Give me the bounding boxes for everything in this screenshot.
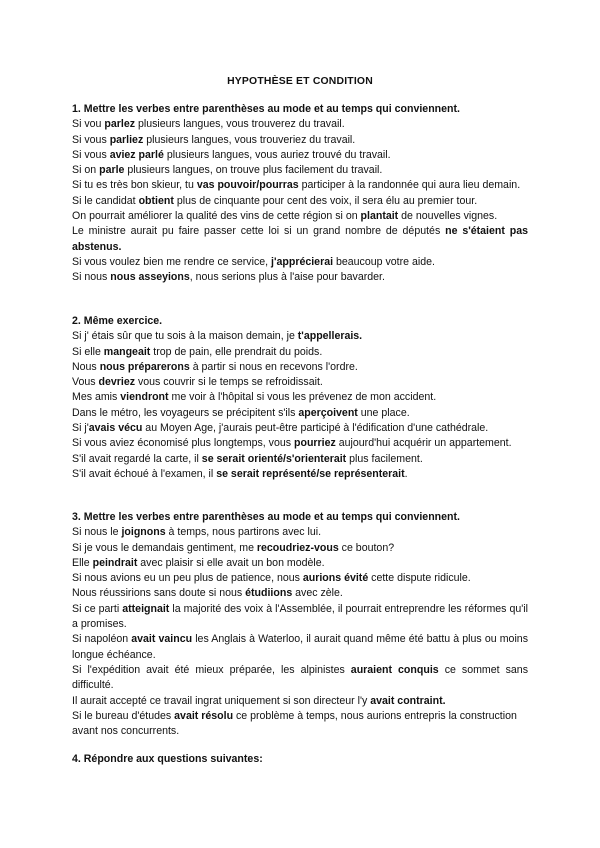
sentence-line bbox=[72, 602, 528, 633]
sentence-text: Si vous aviez économisé plus longtemps, vous bbox=[72, 437, 294, 450]
section-lines bbox=[72, 329, 528, 482]
sentence-text: Si nous le bbox=[72, 526, 122, 539]
sentence-line bbox=[72, 556, 528, 571]
sentence-text: Si vous bbox=[72, 148, 110, 161]
sentence-line bbox=[72, 541, 528, 556]
sentence-text: participer à la randonnée qui aura lieu demain. bbox=[298, 179, 521, 192]
section-heading: 3. Mettre les verbes entre parenthèses au mode et au temps qui conviennent. bbox=[72, 511, 460, 523]
sentence-text: . bbox=[404, 467, 408, 480]
sentence-text: Si vous voulez bien me rendre ce service, bbox=[72, 255, 272, 268]
answer-text: ne s'étaient pas abstenus. bbox=[72, 225, 529, 253]
sentence-text: Elle bbox=[72, 556, 93, 569]
answer-text: auraient conquis bbox=[350, 663, 439, 676]
sentence-line bbox=[72, 209, 528, 224]
sentence-text: ce bouton? bbox=[338, 541, 395, 554]
section-heading: 2. Même exercice. bbox=[72, 315, 163, 327]
sentence-text: cette dispute ridicule. bbox=[368, 572, 471, 585]
sentence-line bbox=[72, 525, 528, 540]
sentence-text: avec plaisir si elle avait un bon modèle. bbox=[137, 556, 325, 569]
answer-text: parlez bbox=[104, 118, 136, 131]
sentence-text: plusieurs langues, vous trouveriez du travail. bbox=[143, 133, 356, 146]
sentence-line bbox=[72, 375, 528, 390]
answer-text: obtient bbox=[138, 194, 174, 207]
sentence-text: Si nous avions eu un peu plus de patience, nous bbox=[72, 572, 303, 585]
sentence-text: Si ce parti bbox=[72, 602, 123, 615]
sentence-text: à partir si nous en recevons l'ordre. bbox=[189, 360, 358, 373]
sentence-line bbox=[72, 571, 528, 586]
sentence-line bbox=[72, 467, 528, 482]
sentence-text: au Moyen Age, j'aurais peut-être participé à l'édification d'une cathédrale. bbox=[142, 422, 489, 435]
section-heading: 1. Mettre les verbes entre parenthèses au mode et au temps qui conviennent. bbox=[72, 103, 460, 115]
sentence-line bbox=[72, 270, 528, 285]
sentence-line bbox=[72, 178, 528, 193]
answer-text: parliez bbox=[109, 133, 144, 146]
sentence-text: On pourrait améliorer la qualité des vins de cette région si on bbox=[72, 210, 361, 223]
page-title: HYPOTHÈSE ET CONDITION bbox=[227, 76, 373, 87]
sentence-line bbox=[72, 436, 528, 451]
sentence-text: de nouvelles vignes. bbox=[398, 210, 498, 223]
answer-text: parle bbox=[99, 164, 125, 177]
answer-text: viendront bbox=[120, 391, 169, 404]
exercise-section-2 bbox=[72, 314, 528, 482]
answer-text: se serait représenté/se représenterait bbox=[216, 467, 405, 480]
sentence-text: Mes amis bbox=[72, 391, 121, 404]
section-lines bbox=[72, 117, 528, 285]
sentence-line bbox=[72, 133, 528, 148]
sentence-text: Nous réussirions sans doute si nous bbox=[72, 587, 246, 600]
sentence-text: trop de pain, elle prendrait du poids. bbox=[150, 345, 323, 358]
answer-text: pourriez bbox=[294, 437, 336, 450]
sentence-text: vous couvrir si le temps se refroidissait. bbox=[135, 376, 323, 389]
sentence-text: la majorité des voix à l'Assemblée, il pourrait entreprendre les réformes qu'il a promises. bbox=[72, 602, 528, 631]
sentence-line bbox=[72, 117, 528, 132]
sentence-text: , nous serions plus à l'aise pour bavarder. bbox=[189, 271, 385, 284]
sentence-line bbox=[72, 632, 528, 663]
exercise-section-3 bbox=[72, 510, 528, 739]
answer-text: recoudriez-vous bbox=[256, 541, 339, 554]
sentence-text: Si napoléon bbox=[72, 633, 132, 646]
sentence-text: ce problème à temps, nous aurions entrepris la construction avant nos concurrents. bbox=[72, 709, 517, 738]
answer-text: aperçoivent bbox=[298, 406, 358, 419]
sentence-line bbox=[72, 163, 528, 178]
sentence-line bbox=[72, 421, 528, 436]
sentence-text: S'il avait échoué à l'examen, il bbox=[72, 467, 217, 480]
sentence-line bbox=[72, 709, 528, 740]
sentence-text: Si on bbox=[72, 164, 100, 177]
sentence-text: Nous bbox=[72, 360, 100, 373]
sentence-line bbox=[72, 694, 528, 709]
answer-text: avait résolu bbox=[174, 709, 234, 722]
sentence-line bbox=[72, 452, 528, 467]
answer-text: aurions évité bbox=[302, 572, 369, 585]
sentence-line bbox=[72, 148, 528, 163]
answer-text: plantait bbox=[360, 210, 399, 223]
sentence-text: Si le bureau d'études bbox=[72, 709, 175, 722]
answer-text: avait contraint. bbox=[370, 694, 446, 707]
sentence-line bbox=[72, 663, 528, 694]
answer-text: t'appellerais. bbox=[297, 330, 363, 343]
sentence-text: Si le candidat bbox=[72, 194, 139, 207]
sentence-text: Si elle bbox=[72, 345, 104, 358]
sentence-text: plus facilement. bbox=[346, 452, 423, 465]
sentence-line bbox=[72, 255, 528, 270]
sentence-text: Vous bbox=[72, 376, 99, 389]
sentence-text: Si l'expédition avait été mieux préparée, les alpinistes bbox=[72, 663, 351, 676]
sentence-text: Si vous bbox=[72, 133, 110, 146]
answer-text: devriez bbox=[98, 376, 136, 389]
sentence-text: Il aurait accepté ce travail ingrat uniquement si son directeur l'y bbox=[72, 694, 371, 707]
sentence-text: avec zèle. bbox=[292, 587, 343, 600]
answer-text: vas pouvoir/pourras bbox=[196, 179, 299, 192]
answer-text: j'apprécierai bbox=[271, 255, 334, 268]
answer-text: avais vécu bbox=[88, 422, 143, 435]
sentence-text: me voir à l'hôpital si vous les prévenez de mon accident. bbox=[168, 391, 437, 404]
sentence-text: Si tu es très bon skieur, tu bbox=[72, 179, 197, 192]
sentence-text: S'il avait regardé la carte, il bbox=[72, 452, 202, 465]
exercise-section-4 bbox=[72, 752, 528, 767]
answer-text: peindrait bbox=[92, 556, 138, 569]
sentence-text: ce sommet sans difficulté. bbox=[72, 663, 528, 692]
answer-text: étudiions bbox=[245, 587, 293, 600]
answer-text: avait vaincu bbox=[131, 633, 193, 646]
sentence-text: aujourd'hui acquérir un appartement. bbox=[335, 437, 512, 450]
answer-text: aviez parlé bbox=[109, 148, 164, 161]
answer-text: nous préparerons bbox=[99, 360, 190, 373]
sentence-line bbox=[72, 345, 528, 360]
sentence-text: plus de cinquante pour cent des voix, il sera élu au premier tour. bbox=[173, 194, 478, 207]
answer-text: se serait orienté/s'orienterait bbox=[201, 452, 347, 465]
sentence-text: Si je vous le demandais gentiment, me bbox=[72, 541, 257, 554]
answer-text: nous asseyions bbox=[110, 271, 190, 284]
sentence-text: Si j' étais sûr que tu sois à la maison demain, je bbox=[72, 330, 298, 343]
sentence-text: Le ministre aurait pu faire passer cette loi si un grand nombre de députés bbox=[72, 225, 446, 238]
sentence-line bbox=[72, 586, 528, 601]
sentence-line bbox=[72, 360, 528, 375]
sentence-text: plusieurs langues, vous auriez trouvé du travail. bbox=[163, 148, 391, 161]
sentence-text: à temps, nous partirons avec lui. bbox=[165, 526, 322, 539]
answer-text: joignons bbox=[121, 526, 166, 539]
sentence-line bbox=[72, 224, 528, 255]
sentence-text: Dans le métro, les voyageurs se précipitent s'ils bbox=[72, 406, 299, 419]
sentence-line bbox=[72, 329, 528, 344]
answer-text: mangeait bbox=[103, 345, 151, 358]
sentence-text: plusieurs langues, vous trouverez du travail. bbox=[135, 118, 345, 131]
sentence-line bbox=[72, 406, 528, 421]
sentence-text: Si j' bbox=[72, 422, 89, 435]
sentence-text: les Anglais à Waterloo, il aurait quand même été battu à plus ou moins longue échéance. bbox=[72, 633, 528, 661]
sentence-text: Si vou bbox=[72, 118, 105, 131]
sentence-line bbox=[72, 194, 528, 209]
exercise-section-1 bbox=[72, 102, 528, 286]
sentence-text: Si nous bbox=[72, 271, 111, 284]
sentence-text: beaucoup votre aide. bbox=[333, 255, 435, 268]
sentence-text: plusieurs langues, on trouve plus facilement du travail. bbox=[124, 164, 383, 177]
section-heading: 4. Répondre aux questions suivantes: bbox=[72, 753, 263, 765]
section-lines bbox=[72, 525, 528, 739]
sentence-text: une place. bbox=[357, 406, 410, 419]
sentence-line bbox=[72, 390, 528, 405]
answer-text: atteignait bbox=[122, 602, 170, 615]
